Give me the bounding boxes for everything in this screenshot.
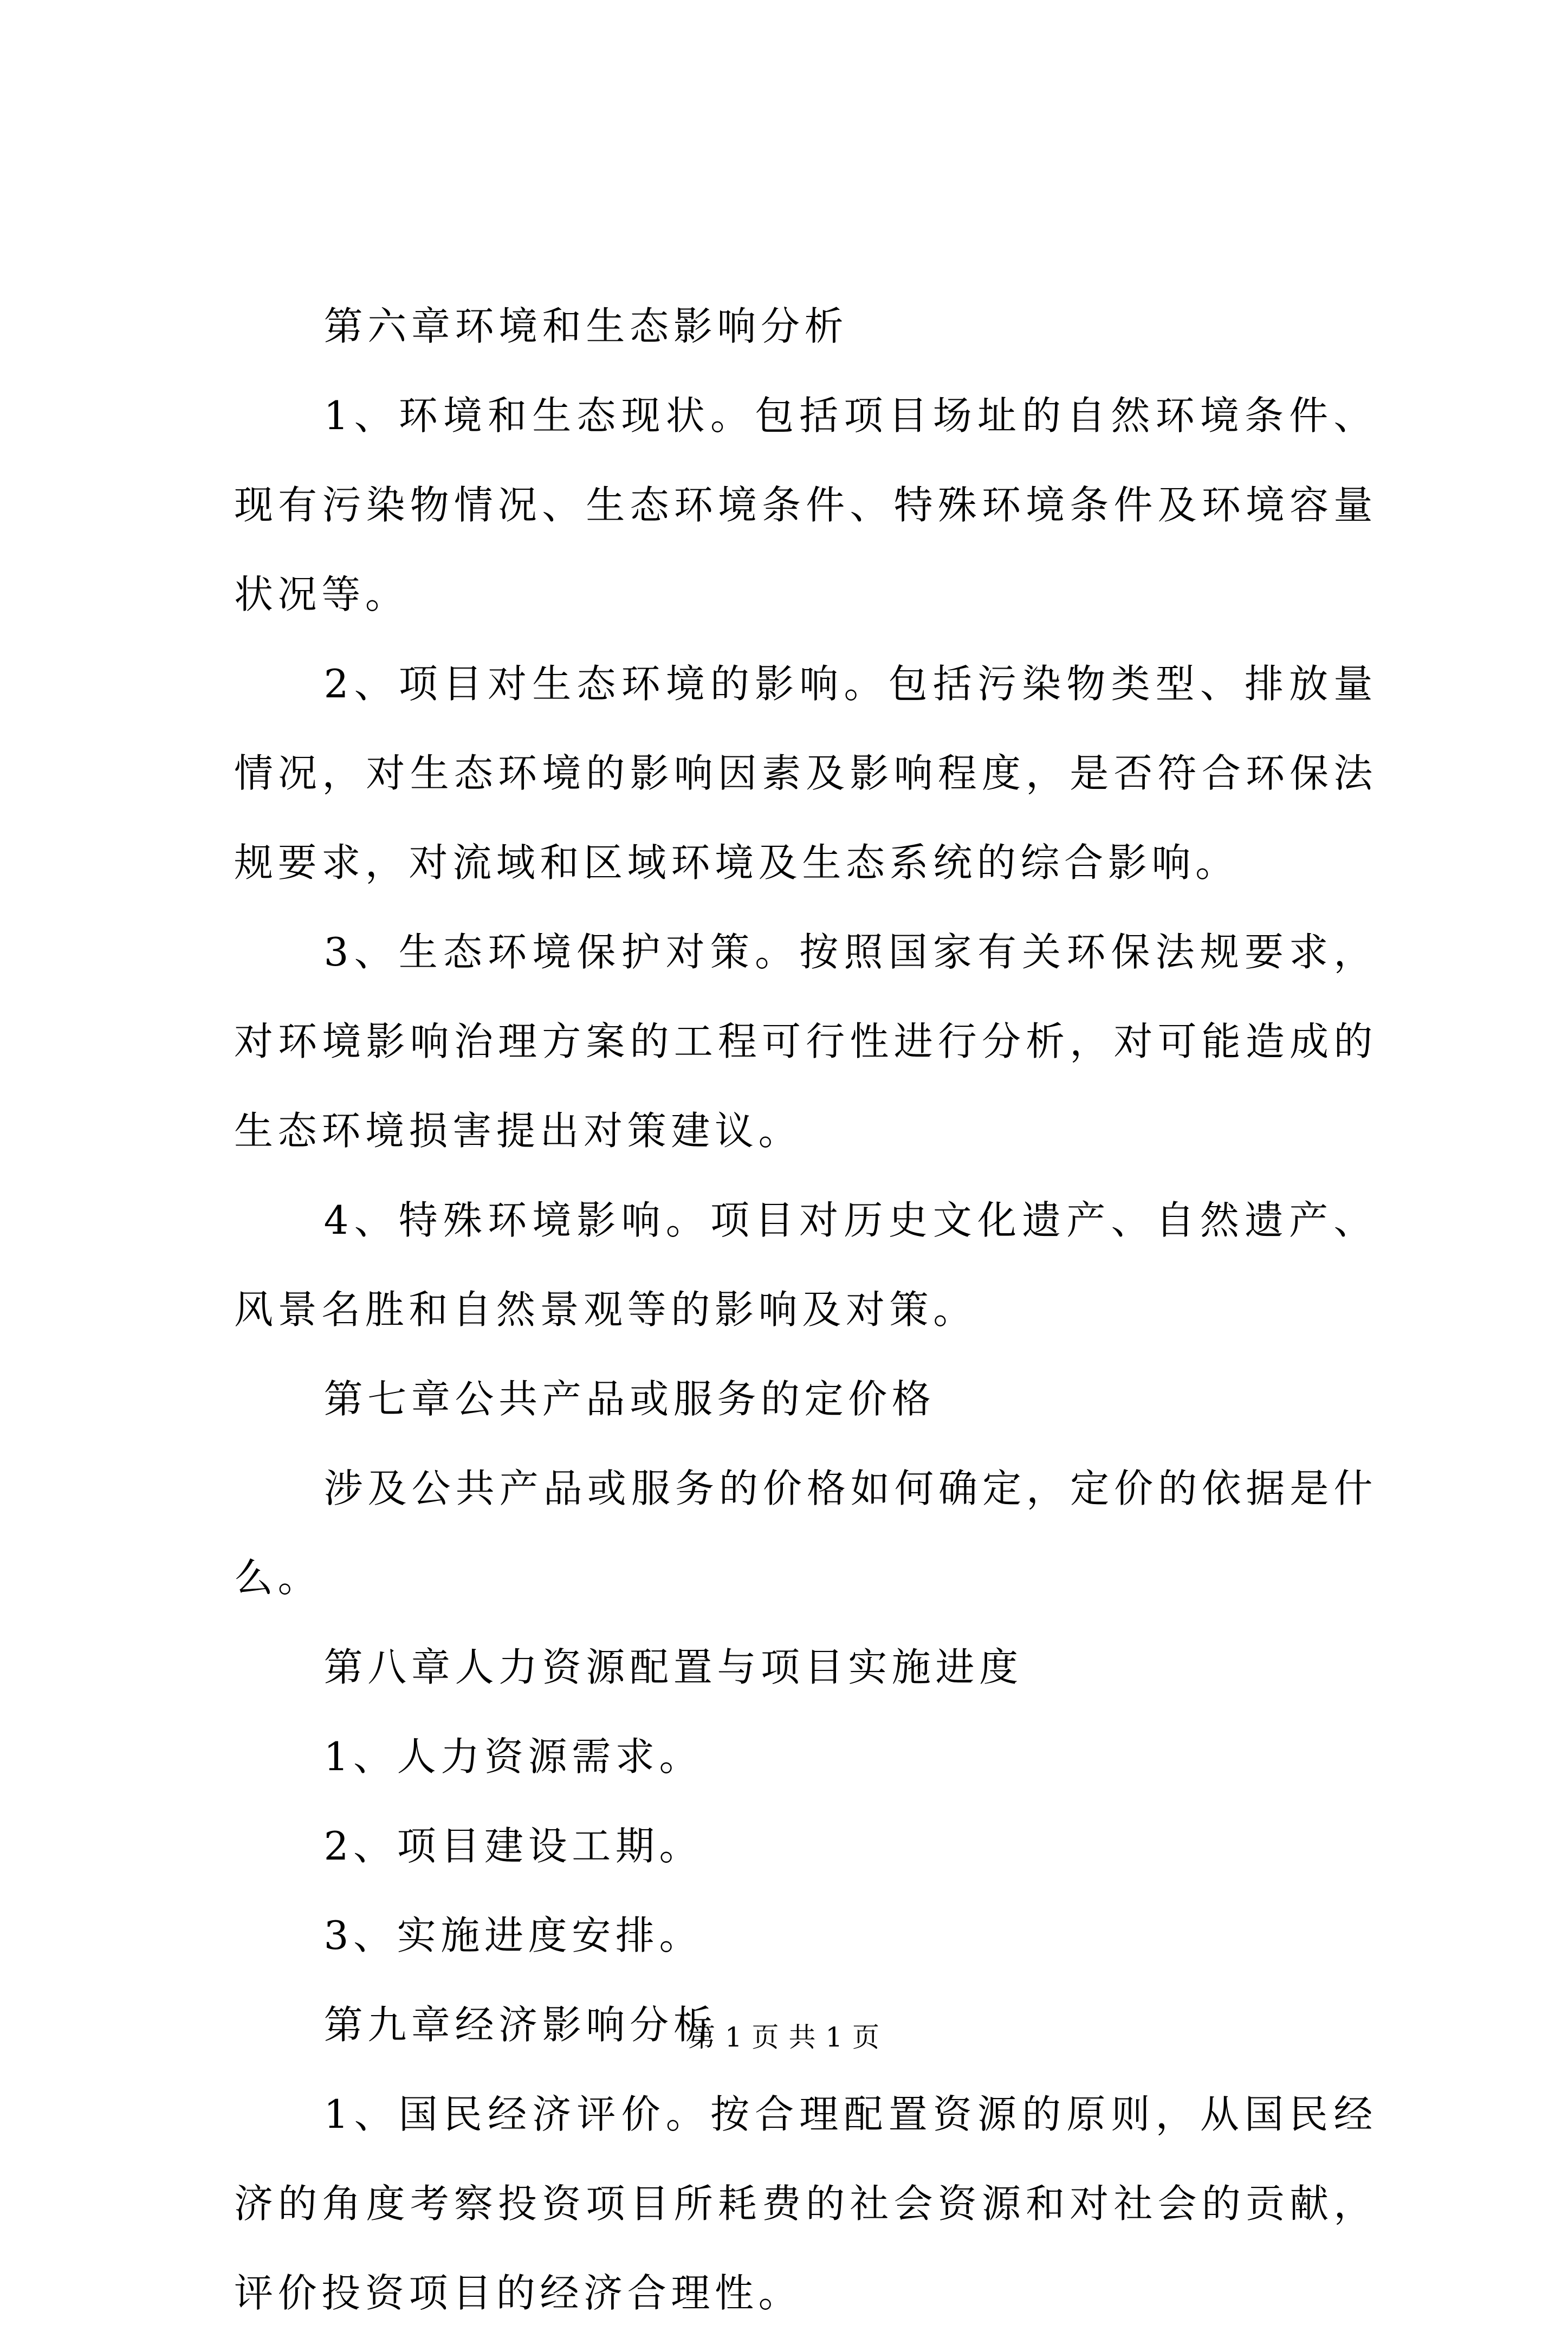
paragraph-schedule: 3、实施进度安排。 bbox=[323, 1913, 703, 1958]
paragraph-env-protection: 3、生态环境保护对策。按照国家有关环保法规要求，对环境影响治理方案的工程可行性进行分析，对可能造成的生态环境损害提出对策建议。 bbox=[234, 929, 1377, 1154]
chapter-7-heading: 第七章公共产品或服务的定价格 bbox=[323, 1376, 936, 1422]
paragraph-national-economy: 1、国民经济评价。按合理配置资源的原则，从国民经济的角度考察投资项目所耗费的社会资源和对社会的贡献，评价投资项目的经济合理性。 bbox=[234, 2091, 1377, 2316]
chapter-9-heading: 第九章经济影响分析 bbox=[323, 2002, 717, 2048]
paragraph-construction-period: 2、项目建设工期。 bbox=[323, 1823, 703, 1869]
paragraph-pricing: 涉及公共产品或服务的价格如何确定，定价的依据是什么。 bbox=[234, 1466, 1377, 1601]
paragraph-special-impact: 4、特殊环境影响。项目对历史文化遗产、自然遗产、风景名胜和自然景观等的影响及对策。 bbox=[234, 1197, 1377, 1332]
page-footer: 第 1 页 共 1 页 bbox=[688, 2022, 880, 2053]
chapter-8-heading: 第八章人力资源配置与项目实施进度 bbox=[323, 1644, 1023, 1690]
paragraph-env-status: 1、环境和生态现状。包括项目场址的自然环境条件、现有污染物情况、生态环境条件、特殊环境条件及环境容量状况等。 bbox=[234, 393, 1377, 617]
paragraph-hr-demand: 1、人力资源需求。 bbox=[323, 1734, 703, 1779]
chapter-6-heading: 第六章环境和生态影响分析 bbox=[323, 303, 848, 349]
paragraph-env-impact: 2、项目对生态环境的影响。包括污染物类型、排放量情况，对生态环境的影响因素及影响程度，是否符合环保法规要求，对流域和区域环境及生态系统的综合影响。 bbox=[234, 661, 1377, 885]
